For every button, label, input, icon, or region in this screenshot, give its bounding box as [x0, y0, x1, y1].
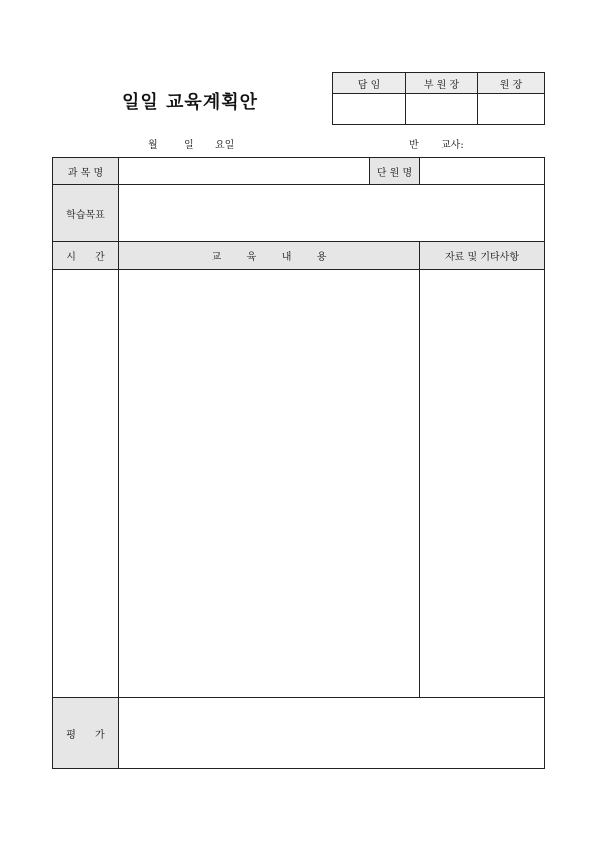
date-weekday-label: 요일: [215, 140, 235, 151]
evaluation-label: 평 가: [53, 698, 119, 769]
unit-field[interactable]: [420, 158, 545, 185]
time-column-body[interactable]: [53, 270, 119, 698]
lesson-plan-form: [52, 157, 545, 769]
approval-sign-director[interactable]: [478, 94, 545, 125]
approval-header-homeroom: 담 임: [333, 73, 406, 94]
content-column-header: 교 육 내 용: [119, 242, 420, 270]
materials-column-header: 자료 및 기타사항: [420, 242, 545, 270]
approval-header-director: 원 장: [478, 73, 545, 94]
goal-field[interactable]: [119, 185, 545, 242]
date-month-label: 월: [148, 140, 158, 151]
approval-sign-vice-director[interactable]: [406, 94, 478, 125]
materials-column-body[interactable]: [420, 270, 545, 698]
approval-sign-homeroom[interactable]: [333, 94, 406, 125]
unit-label: 단 원 명: [370, 158, 420, 185]
subject-label: 과 목 명: [53, 158, 119, 185]
teacher-label: 교사:: [441, 140, 464, 151]
approval-box: [332, 72, 545, 125]
goal-label: 학습목표: [53, 185, 119, 242]
approval-header-vice-director: 부 원 장: [406, 73, 478, 94]
class-label: 반: [409, 140, 419, 151]
content-column-body[interactable]: [119, 270, 420, 698]
document-title: 일일 교육계획안: [122, 92, 258, 113]
date-day-label: 일: [184, 140, 194, 151]
subject-field[interactable]: [119, 158, 370, 185]
time-column-header: 시 간: [53, 242, 119, 270]
evaluation-field[interactable]: [119, 698, 545, 769]
